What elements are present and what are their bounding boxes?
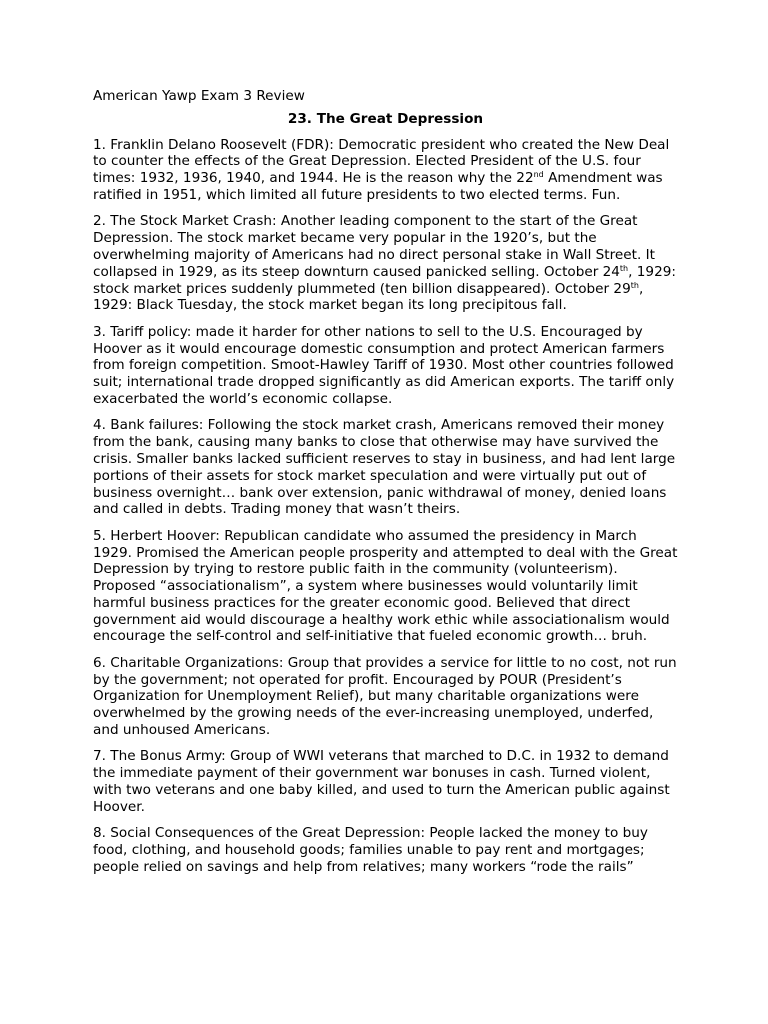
paragraph-bonus-army: 7. The Bonus Army: Group of WWI veterans that marched to D.C. in 1932 to demand the immediate payment of their government war bonuses in cash. Turned violent, with two veterans and one baby killed, and used to turn the American public against Hoover.	[93, 748, 670, 815]
paragraph-social-consequences: 8. Social Consequences of the Great Depression: People lacked the money to buy food, clothing, and household goods; families unable to pay rent and mortgages; people relied on savings and help from relatives; many workers “rode the rails”	[93, 825, 648, 875]
paragraph-stock-market-crash: 2. The Stock Market Crash: Another leading component to the start of the Great Depression. The stock market became very popular in the 1920’s, but the overwhelming majority of Americans had no direct personal stake in Wall Street. It collapsed in 1929, as its steep downturn caused panicked selling. October 24th, 1929: stock market prices suddenly plummeted (ten billion disappeared). October 29th, 1929: Black Tuesday, the stock market began its long precipitous fall.	[93, 213, 676, 314]
paragraph-herbert-hoover: 5. Herbert Hoover: Republican candidate who assumed the presidency in March 1929. Promised the American people prosperity and attempted to deal with the Great Depression by trying to restore public faith in the community (volunteerism). Proposed “associationalism”, a system where businesses would voluntarily limit harmful business practices for the greater economic good. Believed that direct government aid would discourage a healthy work ethic while associationalism would encourage the self-control and self-initiative that fueled economic growth… bruh.	[93, 527, 678, 645]
paragraph-bank-failures: 4. Bank failures: Following the stock market crash, Americans removed their money from the bank, causing many banks to close that otherwise may have survived the crisis. Smaller banks lacked sufficient reserves to stay in business, and had lent large portions of their assets for stock market speculation and were virtually put out of business overnight… bank over extension, panic withdrawal of money, denied loans and called in debts. Trading money that wasn’t theirs.	[93, 417, 676, 518]
paragraph-fdr: 1. Franklin Delano Roosevelt (FDR): Democratic president who created the New Deal to counter the effects of the Great Depression. Elected President of the U.S. four times: 1932, 1936, 1940, and 1944. He is the reason why the 22nd Amendment was ratified in 1951, which limited all future presidents to two elected terms. Fun.	[93, 136, 670, 203]
paragraph-charitable-organizations: 6. Charitable Organizations: Group that provides a service for little to no cost, not run by the government; not operated for profit. Encouraged by POUR (President’s Organization for Unemployment Relief), but many charitable organizations were overwhelmed by the growing needs of the ever-increasing unemployed, underfed, and unhoused Americans.	[93, 654, 677, 739]
section-title: 23. The Great Depression	[287, 110, 484, 127]
document-title: American Yawp Exam 3 Review	[93, 88, 305, 104]
paragraph-tariff-policy: 3. Tariff policy: made it harder for other nations to sell to the U.S. Encouraged by Hoover as it would encourage domestic consumption and protect American farmers from foreign competition. Smoot-Hawley Tariff of 1930. Most other countries followed suit; international trade dropped significantly as did American exports. The tariff only exacerbated the world’s economic collapse.	[93, 323, 675, 407]
